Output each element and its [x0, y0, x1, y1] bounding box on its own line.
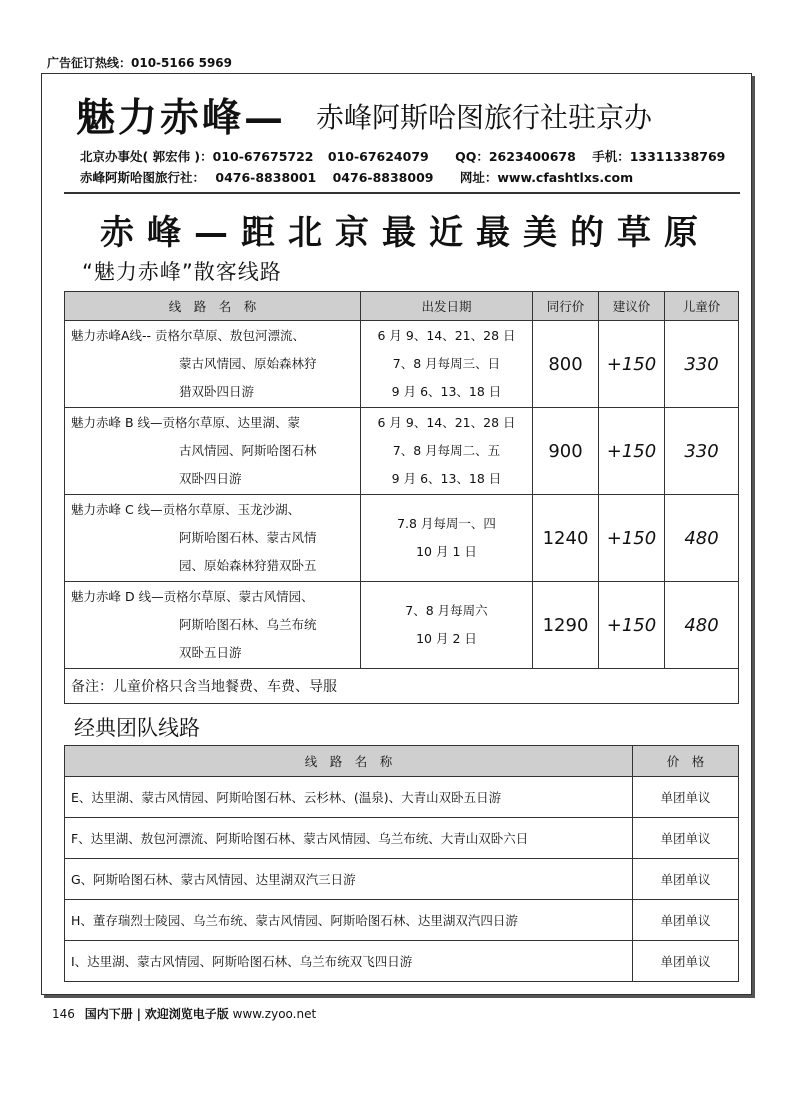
route-line: 魅力赤峰 B 线—贡格尔草原、达里湖、蒙: [71, 415, 301, 430]
peer-price: 1290: [533, 582, 599, 669]
group-routes-table: [64, 745, 739, 982]
suggested-price: +150: [599, 408, 665, 495]
route-price: 单团单议: [633, 941, 739, 982]
route-line: 蒙古风情园、原始森林狩: [179, 356, 317, 371]
footer-separator: |: [136, 1007, 141, 1021]
agency-phone-2: 0476-8838009: [332, 170, 434, 185]
footer-url[interactable]: www.zyoo.net: [232, 1007, 317, 1021]
route-line: 古风情园、阿斯哈图石林: [179, 443, 317, 458]
suggested-price: +150: [599, 582, 665, 669]
table-row: [65, 900, 739, 941]
date-line: 6 月 9、14、21、28 日: [377, 415, 516, 430]
qq-number: QQ：2623400678: [455, 149, 576, 164]
table-row: [65, 321, 739, 408]
route-line: 双卧四日游: [179, 471, 242, 486]
section-name: 国内下册: [84, 1007, 133, 1021]
table-row: [65, 582, 739, 669]
child-price: 330: [665, 408, 739, 495]
col-peer-price: 同行价: [533, 292, 599, 321]
date-line: 9 月 6、13、18 日: [391, 471, 502, 486]
dates-cell: [361, 321, 533, 408]
brand-title: 魅力赤峰—: [76, 95, 287, 141]
date-line: 7、8 月每周六: [405, 603, 488, 618]
route-line: 魅力赤峰A线-- 贡格尔草原、敖包河漂流、: [71, 328, 306, 343]
slogan: 赤峰—距北京最近最美的草原: [100, 213, 711, 253]
peer-price: 900: [533, 408, 599, 495]
table-row: [65, 859, 739, 900]
route-price: 单团单议: [633, 859, 739, 900]
dates-cell: [361, 408, 533, 495]
group-routes-heading: 经典团队线路: [74, 716, 200, 740]
scattered-routes-table: [64, 291, 739, 704]
route-name: G、阿斯哈图石林、蒙古风情园、达里湖双汽三日游: [65, 859, 633, 900]
suggested-price: +150: [599, 321, 665, 408]
ad-hotline: 广告征订热线：010-5166 5969: [47, 56, 233, 70]
route-name: E、达里湖、蒙古风情园、阿斯哈图石林、云杉林、(温泉)、大青山双卧五日游: [65, 777, 633, 818]
page-number: 146: [52, 1007, 75, 1021]
date-line: 7、8 月每周二、五: [392, 443, 501, 458]
route-line: 阿斯哈图石林、蒙古风情: [179, 530, 317, 545]
suggested-price: +150: [599, 495, 665, 582]
route-name: H、董存瑞烈士陵园、乌兰布统、蒙古风情园、阿斯哈图石林、达里湖双汽四日游: [65, 900, 633, 941]
table-row: [65, 777, 739, 818]
footer-invite: 欢迎浏览电子版: [144, 1007, 229, 1021]
office-phone: 北京办事处( 郭宏伟 )：010-67675722: [80, 149, 314, 164]
peer-price: 1240: [533, 495, 599, 582]
mobile-number: 手机：13311338769: [592, 149, 726, 164]
col-suggested-price: 建议价: [599, 292, 665, 321]
route-cell: [65, 408, 361, 495]
contact-line-2: [80, 168, 633, 186]
route-line: 园、原始森林狩猎双卧五: [179, 558, 317, 573]
col-route: 线 路 名 称: [65, 746, 633, 777]
table-row: [65, 408, 739, 495]
note: 备注：儿童价格只含当地餐费、车费、导服: [65, 669, 739, 704]
table-header-row: [65, 292, 739, 321]
date-line: 7.8 月每周一、四: [397, 516, 496, 531]
note-row: [65, 669, 739, 704]
brand-subtitle: 赤峰阿斯哈图旅行社驻京办: [316, 101, 653, 134]
route-line: 魅力赤峰 C 线—贡格尔草原、玉龙沙湖、: [71, 502, 301, 517]
route-price: 单团单议: [633, 900, 739, 941]
route-line: 阿斯哈图石林、乌兰布统: [179, 617, 317, 632]
dates-cell: [361, 495, 533, 582]
route-price: 单团单议: [633, 777, 739, 818]
agency-label: 赤峰阿斯哈图旅行社：: [80, 170, 206, 185]
table-row: [65, 495, 739, 582]
website-link[interactable]: 网址：www.cfashtlxs.com: [459, 170, 634, 185]
child-price: 480: [665, 495, 739, 582]
contact-line-1: [80, 147, 725, 165]
page-footer: [52, 1005, 316, 1022]
divider: [64, 192, 740, 194]
route-line: 双卧五日游: [179, 645, 242, 660]
office-phone-2: 010-67624079: [327, 149, 429, 164]
table-header-row: [65, 746, 739, 777]
agency-phone-1: 0476-8838001: [215, 170, 317, 185]
peer-price: 800: [533, 321, 599, 408]
route-cell: [65, 582, 361, 669]
col-route: 线 路 名 称: [65, 292, 361, 321]
col-child-price: 儿童价: [665, 292, 739, 321]
dates-cell: [361, 582, 533, 669]
route-cell: [65, 321, 361, 408]
col-dates: 出发日期: [361, 292, 533, 321]
route-line: 猎双卧四日游: [179, 384, 255, 399]
date-line: 10 月 1 日: [416, 544, 477, 559]
route-cell: [65, 495, 361, 582]
date-line: 7、8 月每周三、日: [392, 356, 501, 371]
frame-shadow: [44, 995, 755, 998]
date-line: 9 月 6、13、18 日: [391, 384, 502, 399]
route-name: I、达里湖、蒙古风情园、阿斯哈图石林、乌兰布统双飞四日游: [65, 941, 633, 982]
scattered-routes-heading: “魅力赤峰”散客线路: [82, 260, 282, 284]
frame-shadow: [752, 76, 755, 998]
route-line: 魅力赤峰 D 线—贡格尔草原、蒙古风情园、: [71, 589, 314, 604]
date-line: 6 月 9、14、21、28 日: [377, 328, 516, 343]
child-price: 330: [665, 321, 739, 408]
route-price: 单团单议: [633, 818, 739, 859]
table-row: [65, 941, 739, 982]
child-price: 480: [665, 582, 739, 669]
date-line: 10 月 2 日: [416, 631, 477, 646]
col-price: 价 格: [633, 746, 739, 777]
route-name: F、达里湖、敖包河漂流、阿斯哈图石林、蒙古风情园、乌兰布统、大青山双卧六日: [65, 818, 633, 859]
table-row: [65, 818, 739, 859]
